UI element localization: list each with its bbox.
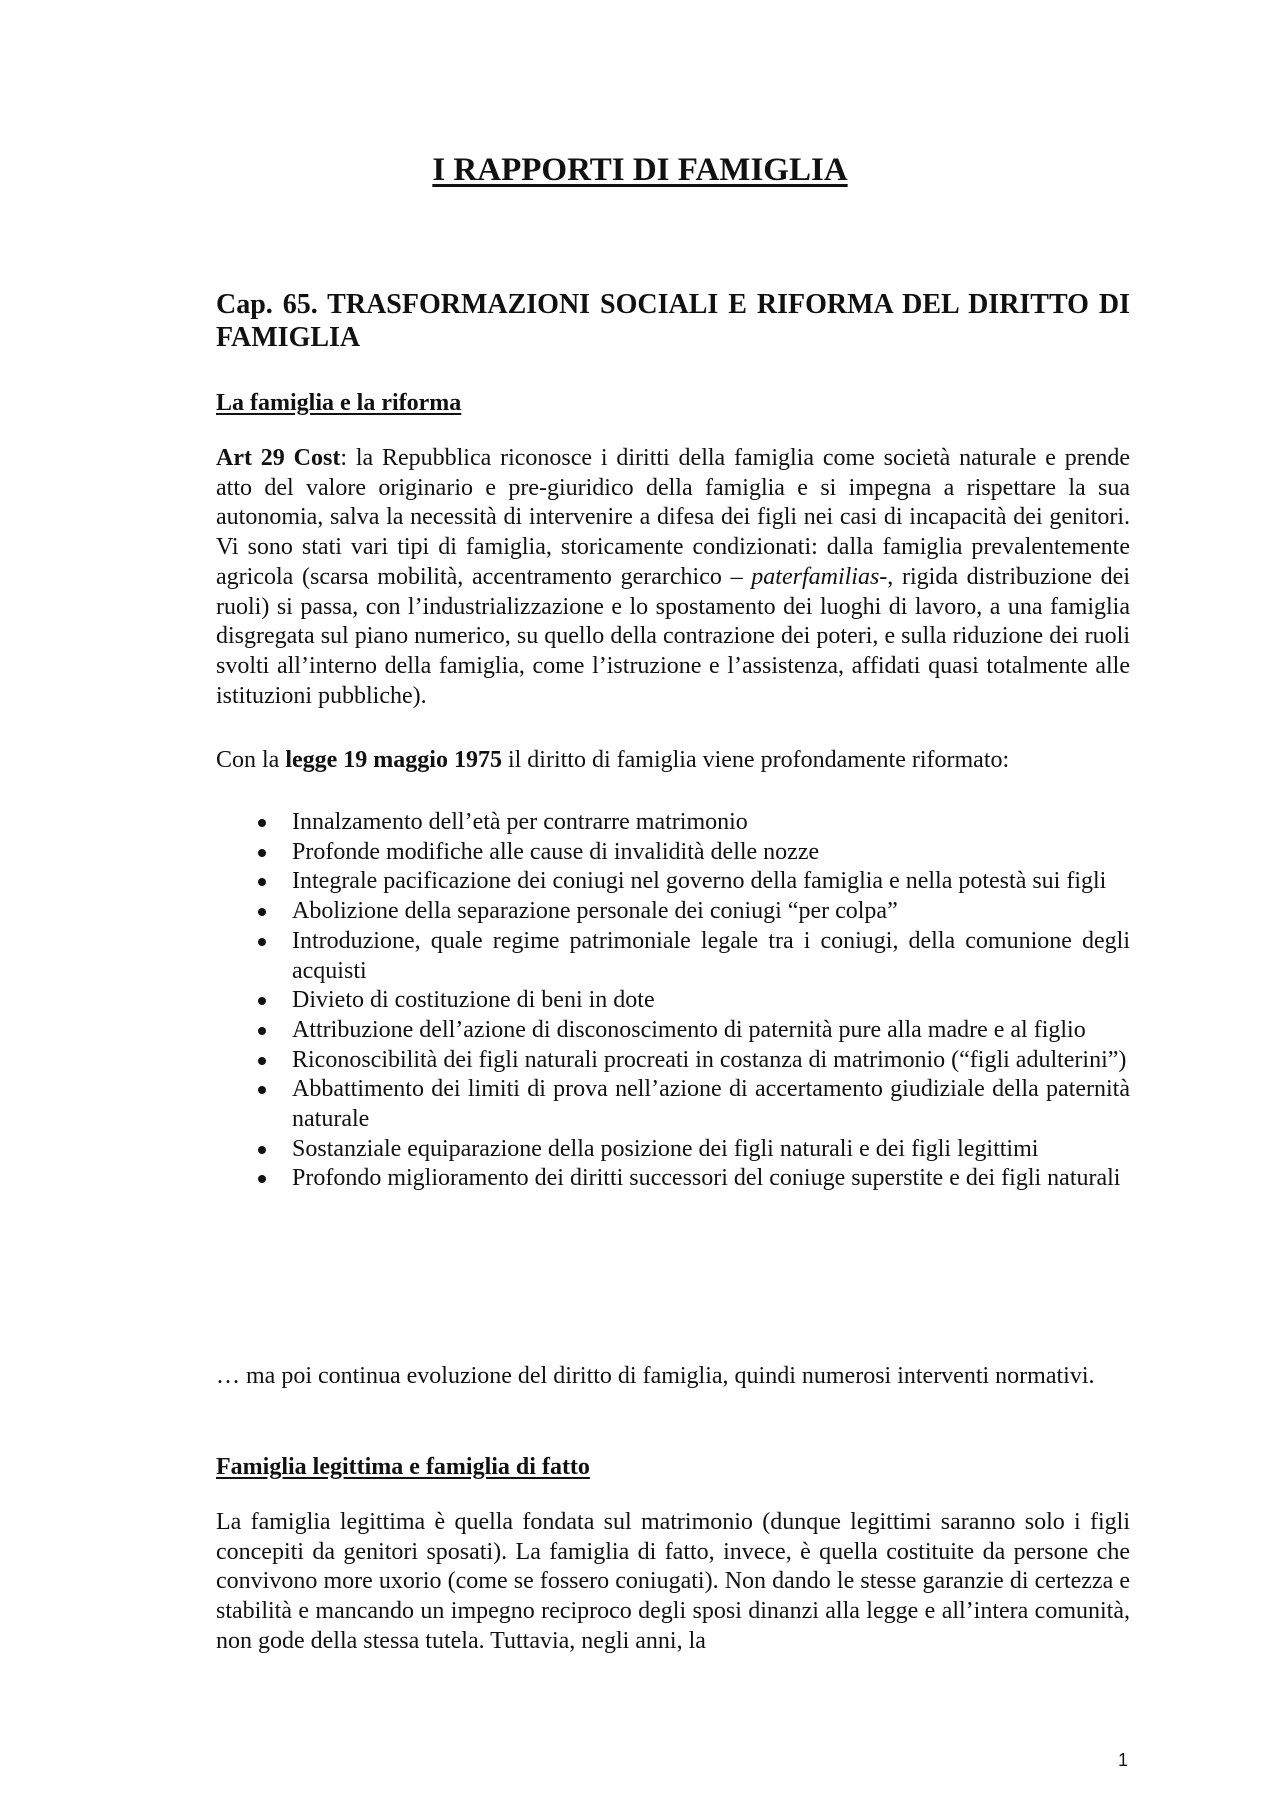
list-item	[216, 867, 1130, 897]
paragraph-text: -, rigida distribuzione dei ruoli) si passa, con l’industrializzazione e lo spostamento dei luoghi di lavoro, a una famiglia disgregata sul piano numerico, su quello della contrazione dei poteri, e sulla riduzione dei ruoli svolti all’interno della famiglia, come l’istruzione e l’assistenza, affidati quasi totalmente alle istituzioni pubbliche).	[216, 563, 1130, 709]
list-item-text: Riconoscibilità dei figli naturali procreati in costanza di matrimonio (“figli adulterini”)	[292, 1046, 1127, 1073]
list-item-text: Attribuzione dell’azione di disconoscimento di paternità pure alla madre e al figlio	[292, 1016, 1086, 1043]
bullet-icon	[258, 997, 266, 1005]
page-number: 1	[1117, 1750, 1128, 1770]
list-item-text: Integrale pacificazione dei coniugi nel governo della famiglia e nella potestà sui figli	[292, 868, 1107, 895]
list-item-text: Abolizione della separazione personale dei coniugi “per colpa”	[292, 898, 898, 925]
bullet-icon	[258, 819, 266, 827]
document-title: I RAPPORTI DI FAMIGLIA	[432, 152, 848, 188]
paragraph-legge-1975	[216, 746, 1130, 776]
paragraph-text: Con la	[216, 747, 286, 773]
art29-reference: Art 29 Cost	[216, 445, 341, 471]
list-item-text: Profondo miglioramento dei diritti successori del coniuge superstite e dei figli naturali	[292, 1165, 1121, 1192]
paterfamilias-term: paterfamilias	[751, 563, 880, 590]
bullet-icon	[258, 1027, 266, 1035]
list-item-text: Innalzamento dell’età per contrarre matrimonio	[292, 809, 748, 835]
bullet-icon	[258, 1175, 266, 1183]
list-item	[216, 1046, 1130, 1076]
list-item	[216, 1075, 1130, 1134]
bullet-icon	[258, 878, 266, 886]
list-item-text: Sostanziale equiparazione della posizione dei figli naturali e dei figli legittimi	[292, 1135, 1039, 1162]
list-item	[216, 1016, 1130, 1046]
list-item	[216, 808, 1130, 838]
paragraph-text: il diritto di famiglia viene profondamente riformato:	[501, 747, 1010, 773]
list-item	[216, 1135, 1130, 1165]
list-item	[216, 1164, 1130, 1194]
bullet-icon	[258, 938, 266, 946]
list-item-text: Abbattimento dei limiti di prova nell’azione di accertamento giudiziale della paternità naturale	[292, 1076, 1130, 1133]
paragraph-evoluzione: … ma poi continua evoluzione del diritto di famiglia, quindi numerosi interventi normativi.	[216, 1363, 1095, 1389]
bullet-icon	[258, 1057, 266, 1065]
law-reference: legge 19 maggio 1975	[285, 747, 502, 773]
bullet-icon	[258, 1146, 266, 1154]
reform-list	[216, 808, 1130, 1194]
paragraph-text: : la Repubblica riconosce i diritti della famiglia come società naturale e prende atto del valore originario e pre-giuridico della famiglia e si impegna a rispettare la sua autonomia, salva la necessità di intervenire a difesa dei figli nei casi di incapacità dei genitori. Vi sono stati vari tipi di famiglia, storicamente condizionati: dalla famiglia prevalentemente agricola (scarsa mobilità, accentramento gerarchico –	[216, 445, 1130, 590]
section-heading-famiglia-riforma: La famiglia e la riforma	[216, 390, 462, 416]
list-item	[216, 838, 1130, 868]
bullet-icon	[258, 1086, 266, 1094]
list-item	[216, 986, 1130, 1016]
list-item	[216, 897, 1130, 927]
paragraph-art29	[216, 444, 1130, 711]
list-item-text: Introduzione, quale regime patrimoniale legale tra i coniugi, della comunione degli acquisti	[292, 927, 1130, 984]
list-item	[216, 927, 1130, 986]
section-heading-famiglia-legittima: Famiglia legittima e famiglia di fatto	[216, 1454, 590, 1480]
bullet-icon	[258, 849, 266, 857]
list-item-text: Divieto di costituzione di beni in dote	[292, 987, 655, 1014]
chapter-heading: Cap. 65. TRASFORMAZIONI SOCIALI E RIFORMA DEL DIRITTO DI FAMIGLIA	[216, 289, 1130, 353]
list-item-text: Profonde modifiche alle cause di invalidità delle nozze	[292, 838, 820, 865]
bullet-icon	[258, 908, 266, 916]
paragraph-famiglia-legittima: La famiglia legittima è quella fondata sul matrimonio (dunque legittimi saranno solo i figli concepiti da genitori sposati). La famiglia di fatto, invece, è quella costituite da persone che convivono more uxorio (come se fossero coniugati). Non dando le stesse garanzie di certezza e stabilità e mancando un impegno reciproco degli sposi dinanzi alla legge e all’intera comunità, non gode della stessa tutela. Tuttavia, negli anni, la	[216, 1509, 1130, 1654]
